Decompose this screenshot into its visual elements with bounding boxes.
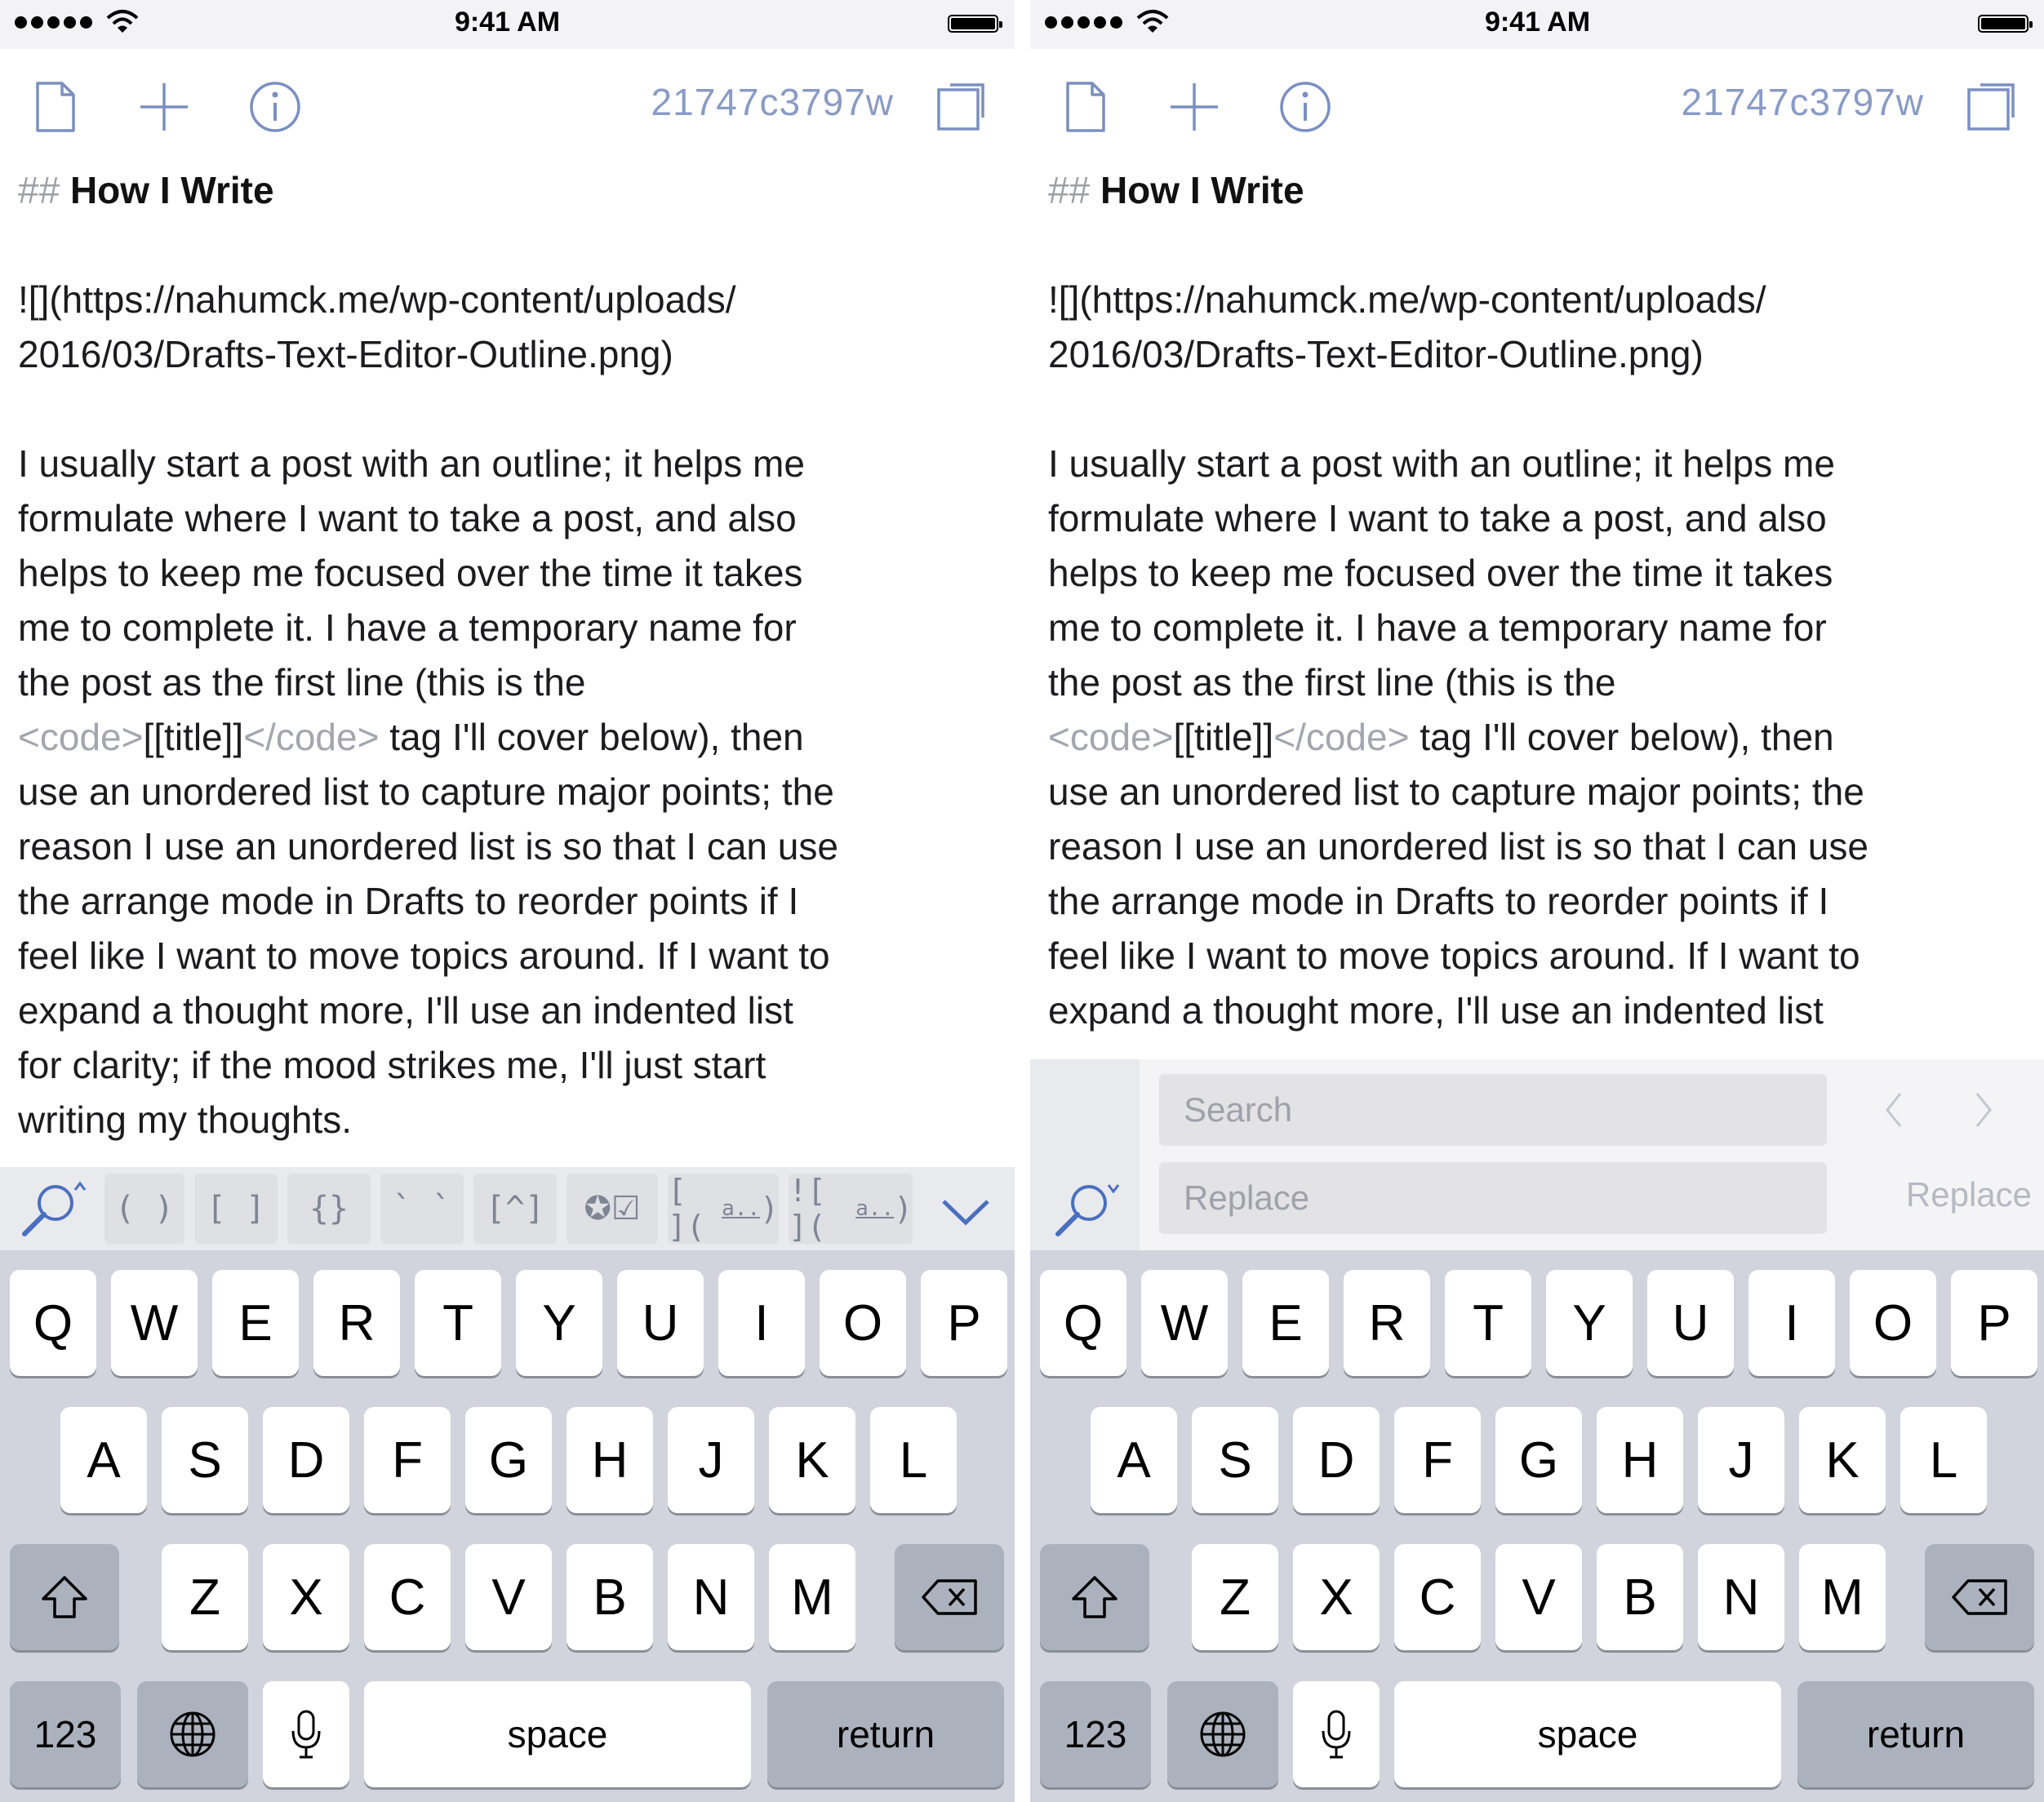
- screen-left: [0, 0, 1015, 1802]
- key-b[interactable]: B: [1597, 1544, 1683, 1650]
- key-b[interactable]: B: [567, 1544, 653, 1650]
- paragraph-line: reason I use an unordered list is so that I can use: [18, 825, 838, 868]
- microphone-icon: [290, 1708, 322, 1760]
- key-r[interactable]: R: [313, 1270, 400, 1376]
- status-time: 9:41 AM: [454, 7, 561, 38]
- draft-id[interactable]: 21747c3797w: [651, 81, 894, 123]
- link-key-suffix: a..: [722, 1196, 761, 1221]
- info-icon[interactable]: [247, 78, 304, 135]
- paragraph-line: the post as the first line (this is the: [18, 661, 586, 703]
- key-x[interactable]: X: [263, 1544, 349, 1650]
- key-u[interactable]: U: [617, 1270, 704, 1376]
- backspace-icon: [920, 1578, 979, 1617]
- checkbox-icon: ☑: [611, 1190, 641, 1227]
- key-p[interactable]: P: [921, 1270, 1007, 1376]
- find-replace-panel: [1030, 1059, 2044, 1250]
- image-key-close: ): [894, 1191, 913, 1227]
- return-key[interactable]: return: [767, 1681, 1004, 1787]
- code-title: [[title]]: [1173, 716, 1274, 758]
- image-link-line: 2016/03/Drafts-Text-Editor-Outline.png): [1048, 333, 1704, 375]
- paragraph-line: the arrange mode in Drafts to reorder points if I: [18, 880, 799, 922]
- shift-icon: [1070, 1574, 1119, 1620]
- microphone-key[interactable]: [263, 1681, 349, 1787]
- key-q[interactable]: Q: [10, 1270, 96, 1376]
- paragraph-line: helps to keep me focused over the time it takes: [1048, 552, 1833, 594]
- key-k[interactable]: K: [769, 1407, 855, 1513]
- heading-text: How I Write: [69, 169, 274, 211]
- key-l[interactable]: L: [870, 1407, 957, 1513]
- paragraph-line: me to complete it. I have a temporary name for: [18, 606, 797, 649]
- key-e[interactable]: E: [1242, 1270, 1329, 1376]
- key-l[interactable]: L: [1900, 1407, 1987, 1513]
- key-k[interactable]: K: [1799, 1407, 1886, 1513]
- draft-id[interactable]: 21747c3797w: [1681, 81, 1924, 123]
- code-open-tag: <code>: [1048, 716, 1174, 758]
- paragraph-line: expand a thought more, I'll use an indented list: [18, 989, 793, 1032]
- key-r[interactable]: R: [1344, 1270, 1430, 1376]
- search-icon[interactable]: [1051, 1178, 1130, 1241]
- expand-icon[interactable]: [932, 78, 989, 135]
- tasks-key[interactable]: [567, 1174, 658, 1244]
- document-icon[interactable]: [26, 78, 83, 135]
- paragraph-line: expand a thought more, I'll use an indented list: [1048, 989, 1824, 1032]
- status-bar: [1030, 0, 2044, 49]
- editor-text-area[interactable]: [1048, 163, 2032, 1038]
- paragraph-line: feel like I want to move topics around. If I want to: [1048, 934, 1860, 977]
- paragraph-line: the arrange mode in Drafts to reorder points if I: [1048, 880, 1829, 922]
- heading-text: How I Write: [1100, 169, 1304, 211]
- image-link-key[interactable]: [789, 1174, 913, 1244]
- key-e[interactable]: E: [212, 1270, 299, 1376]
- code-close-tag: </code>: [1273, 716, 1410, 758]
- code-after: tag I'll cover below), then: [1409, 716, 1834, 758]
- image-key-label: ![ ](: [789, 1173, 826, 1245]
- star-icon: ✪: [584, 1190, 611, 1227]
- image-link-line: ![](https://nahumck.me/wp-content/uploads/: [1048, 278, 1766, 321]
- key-y[interactable]: Y: [1546, 1270, 1633, 1376]
- key-o[interactable]: O: [820, 1270, 906, 1376]
- key-n[interactable]: N: [668, 1544, 754, 1650]
- plus-icon[interactable]: [1166, 78, 1223, 135]
- key-d[interactable]: D: [1293, 1407, 1380, 1513]
- key-c[interactable]: C: [1394, 1544, 1481, 1650]
- braces-key[interactable]: {}: [287, 1174, 371, 1244]
- key-d[interactable]: D: [263, 1407, 349, 1513]
- microphone-key[interactable]: [1293, 1681, 1380, 1787]
- paragraph-line: writing my thoughts.: [18, 1099, 353, 1141]
- key-g[interactable]: G: [465, 1407, 552, 1513]
- space-key[interactable]: space: [364, 1681, 751, 1787]
- backspace-key[interactable]: [1925, 1544, 2034, 1650]
- paragraph-line: the post as the first line (this is the: [1048, 661, 1616, 703]
- key-g[interactable]: G: [1495, 1407, 1582, 1513]
- paragraph-line: helps to keep me focused over the time it takes: [18, 552, 803, 594]
- key-v[interactable]: V: [1495, 1544, 1582, 1650]
- footnote-key[interactable]: [^]: [473, 1174, 557, 1244]
- key-i[interactable]: I: [1749, 1270, 1835, 1376]
- globe-key[interactable]: [1167, 1681, 1278, 1787]
- next-match-icon[interactable]: [1969, 1087, 1998, 1133]
- paragraph-line: formulate where I want to take a post, and also: [1048, 497, 1827, 539]
- link-key-label: [ ](: [668, 1173, 705, 1245]
- key-f[interactable]: F: [364, 1407, 451, 1513]
- paragraph-line: feel like I want to move topics around. If I want to: [18, 934, 830, 977]
- key-x[interactable]: X: [1293, 1544, 1380, 1650]
- key-a[interactable]: A: [60, 1407, 147, 1513]
- globe-icon: [1198, 1710, 1247, 1759]
- key-w[interactable]: W: [1141, 1270, 1228, 1376]
- document-icon[interactable]: [1056, 78, 1113, 135]
- paragraph-line: reason I use an unordered list is so that I can use: [1048, 825, 1868, 868]
- screen-right: [1030, 0, 2044, 1802]
- paragraph-line: formulate where I want to take a post, and also: [18, 497, 797, 539]
- heading-marker: ##: [18, 169, 60, 211]
- globe-key[interactable]: [137, 1681, 248, 1787]
- code-title: [[title]]: [143, 716, 244, 758]
- space-key[interactable]: space: [1394, 1681, 1781, 1787]
- panel-divider: [1015, 0, 1030, 1802]
- status-time: 9:41 AM: [1484, 7, 1591, 38]
- key-h[interactable]: H: [1597, 1407, 1683, 1513]
- battery-icon: [948, 15, 998, 33]
- replace-button[interactable]: Replace: [1905, 1175, 2032, 1214]
- key-t[interactable]: T: [415, 1270, 501, 1376]
- key-z[interactable]: Z: [162, 1544, 248, 1650]
- heading-marker: ##: [1048, 169, 1091, 211]
- key-q[interactable]: Q: [1040, 1270, 1126, 1376]
- link-key-close: ): [760, 1191, 779, 1227]
- key-v[interactable]: V: [465, 1544, 552, 1650]
- key-t[interactable]: T: [1445, 1270, 1531, 1376]
- link-key[interactable]: [668, 1174, 779, 1244]
- image-key-suffix: a..: [855, 1196, 895, 1221]
- key-h[interactable]: H: [567, 1407, 653, 1513]
- microphone-icon: [1320, 1708, 1353, 1760]
- key-f[interactable]: F: [1394, 1407, 1481, 1513]
- key-m[interactable]: M: [1799, 1544, 1886, 1650]
- key-o[interactable]: O: [1850, 1270, 1936, 1376]
- key-a[interactable]: A: [1091, 1407, 1177, 1513]
- key-n[interactable]: N: [1698, 1544, 1784, 1650]
- paragraph-line: I usually start a post with an outline; it helps me: [1048, 442, 1835, 485]
- image-link-line: ![](https://nahumck.me/wp-content/uploads/: [18, 278, 736, 321]
- shift-key[interactable]: [10, 1544, 119, 1650]
- code-close-tag: </code>: [243, 716, 380, 758]
- shift-icon: [40, 1574, 89, 1620]
- key-i[interactable]: I: [718, 1270, 805, 1376]
- globe-icon: [168, 1710, 217, 1759]
- paragraph-line: I usually start a post with an outline; it helps me: [18, 442, 805, 485]
- chevron-down-icon[interactable]: [939, 1187, 993, 1232]
- key-y[interactable]: Y: [516, 1270, 602, 1376]
- battery-icon: [1978, 15, 2028, 33]
- return-key[interactable]: return: [1797, 1681, 2034, 1787]
- keyboard: [1030, 1250, 2044, 1802]
- paragraph-line: use an unordered list to capture major points; the: [18, 770, 834, 813]
- expand-icon[interactable]: [1962, 78, 2020, 135]
- key-p[interactable]: P: [1951, 1270, 2037, 1376]
- code-after: tag I'll cover below), then: [379, 716, 804, 758]
- key-s[interactable]: S: [162, 1407, 248, 1513]
- find-side: [1030, 1059, 1140, 1250]
- key-u[interactable]: U: [1647, 1270, 1734, 1376]
- key-c[interactable]: C: [364, 1544, 451, 1650]
- plus-icon[interactable]: [136, 78, 193, 135]
- replace-field[interactable]: Replace: [1159, 1162, 1827, 1234]
- numbers-key[interactable]: 123: [10, 1681, 121, 1787]
- paragraph-line: for clarity; if the mood strikes me, I'll just start: [18, 1044, 766, 1086]
- image-link-line: 2016/03/Drafts-Text-Editor-Outline.png): [18, 333, 673, 375]
- key-s[interactable]: S: [1192, 1407, 1278, 1513]
- paragraph-line: me to complete it. I have a temporary name for: [1048, 606, 1827, 649]
- paragraph-line: use an unordered list to capture major points; the: [1048, 770, 1864, 813]
- key-z[interactable]: Z: [1192, 1544, 1278, 1650]
- previous-match-icon[interactable]: [1879, 1087, 1908, 1133]
- editor-text-area[interactable]: [18, 163, 1002, 1147]
- brackets-key[interactable]: [ ]: [194, 1174, 278, 1244]
- key-m[interactable]: M: [769, 1544, 855, 1650]
- backspace-key[interactable]: [895, 1544, 1004, 1650]
- numbers-key[interactable]: 123: [1040, 1681, 1151, 1787]
- backspace-icon: [1950, 1578, 2009, 1617]
- keyboard-accessory-bar: [0, 1167, 1015, 1250]
- parens-key[interactable]: ( ): [104, 1174, 184, 1244]
- key-j[interactable]: J: [668, 1407, 754, 1513]
- keyboard: [0, 1250, 1015, 1802]
- code-open-tag: <code>: [18, 716, 144, 758]
- search-field[interactable]: Search: [1159, 1074, 1827, 1146]
- search-icon[interactable]: [18, 1178, 96, 1241]
- shift-key[interactable]: [1040, 1544, 1149, 1650]
- key-w[interactable]: W: [111, 1270, 198, 1376]
- backticks-key[interactable]: ` `: [380, 1174, 464, 1244]
- key-j[interactable]: J: [1698, 1407, 1784, 1513]
- status-bar: [0, 0, 1015, 49]
- info-icon[interactable]: [1277, 78, 1334, 135]
